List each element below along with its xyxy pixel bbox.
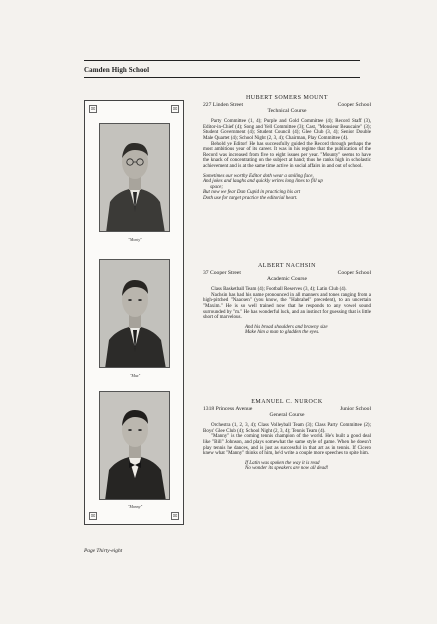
verse-line: Doth use for target practice the editorial heart.: [203, 195, 298, 201]
photo-nickname: "Manny": [127, 504, 143, 509]
verse-line: Make him a man to gladden the eyes.: [245, 330, 320, 336]
photo-strip: [84, 100, 184, 525]
student-entry: [203, 399, 371, 472]
verse-line: And his broad shoulders and brawny size: [245, 324, 328, 330]
student-course: General Course: [269, 411, 305, 418]
verse-line: If Latin was spoken the way it is read: [245, 460, 320, 466]
student-entry: [203, 95, 371, 202]
verse: [203, 461, 371, 472]
page-number: Page Thirty-eight: [84, 548, 123, 554]
portrait-photo: [99, 391, 170, 500]
activities-paragraph: Class Basketball Team (4); Football Reserves (3, 4); Latin Club (4).: [211, 287, 347, 293]
bio-paragraph: Behold ye Editor! He has successfully guided the Record through perhaps the most ambitious year of its career. It was in his regime that the publication of the Record was increased from five to eight issues per year. "Mounty" seems to have the knack of concentrating on the subject at hand; thus he ranks high in scholastic achievement and is at the same time active in social affairs in and out of school.: [203, 141, 371, 169]
activities-paragraph: Party Committee (1, 4); Purple and Gold Committee (4); Record Staff (3), Editor-in-Chief (4); Song and Yell Committee (3); Cast, "Monsieur Beaucaire" (3); Student Government (4); Student Council (4); Glee Club (3, 4); Senior Double Male Quartet (4); School Night (2, 3, 4); Chairman, Play Committee (4).: [203, 119, 371, 141]
student-address: 227 Linden Street: [203, 101, 244, 108]
student-course: Academic Course: [267, 275, 307, 282]
bio-paragraph: Nachsin has had his name pronounced in all manners and tones ranging from a high-pitched "Naacsen" (you know, the "Habrahel" precedent), to an uncertain "Maxim." He is so well trained now that he responds to any vowel sound surrounded by "m." He has wonderful luck, and an instinct for guessing that is little short of marvelous.: [203, 292, 371, 321]
page-header-title: Camden High School: [84, 66, 150, 74]
student-name: EMANUEL C. NUROCK: [251, 399, 323, 405]
student-school: Cooper School: [337, 101, 371, 108]
verse: [203, 174, 371, 202]
student-address: 37 Cooper Street: [203, 269, 241, 276]
verse-line: And jokes and laughs and quickly writes long lines to fill up: [203, 179, 323, 185]
student-school: Junior School: [340, 405, 371, 412]
portrait-photo: [99, 259, 170, 368]
student-name: HUBERT SOMERS MOUNT: [245, 95, 329, 101]
verse: [203, 325, 371, 336]
bio-paragraph: "Manny" is the coming tennis champion of the world. He's built a good deal like "Bill" Johnson, and plays somewhat the same style of game. When he doesn't play tennis he dances, and is just as successful in that art as in tennis. If Cicero knew what "Manny" thinks of him, he'd write a couple more speeches to spite him.: [203, 434, 371, 457]
photo-nickname: "Max": [129, 373, 141, 378]
header-bottom-rule: [84, 77, 360, 78]
portrait-photo: [99, 123, 170, 232]
student-course: Technical Course: [267, 107, 307, 114]
verse-line: But now we fear Dan Cupid in practicing his art: [203, 190, 301, 196]
corner-mark: ⌧: [90, 513, 96, 518]
activities-paragraph: Orchestra (1, 2, 3, 4); Class Volleyball Team (3); Class Party Committee (2); Boys' Glee Club (4); School Night (2, 3, 4); Tennis Team (4).: [203, 423, 371, 434]
photo-nickname: "Monty": [128, 237, 142, 242]
header-top-rule: [84, 60, 360, 61]
verse-line: space;: [210, 184, 224, 190]
corner-mark: ⌧: [90, 106, 96, 111]
verse-line: Sometimes our worthy Editor doth wear a smiling face,: [203, 173, 314, 179]
student-address: 1318 Princess Avenue: [203, 405, 253, 412]
corner-mark: ⌧: [172, 513, 178, 518]
corner-mark: ⌧: [172, 106, 178, 111]
verse-line: No wonder its speakers are now all dead!: [245, 466, 329, 472]
student-school: Cooper School: [337, 269, 371, 276]
student-entry: [203, 263, 371, 336]
student-name: ALBERT NACHSIN: [257, 263, 317, 269]
